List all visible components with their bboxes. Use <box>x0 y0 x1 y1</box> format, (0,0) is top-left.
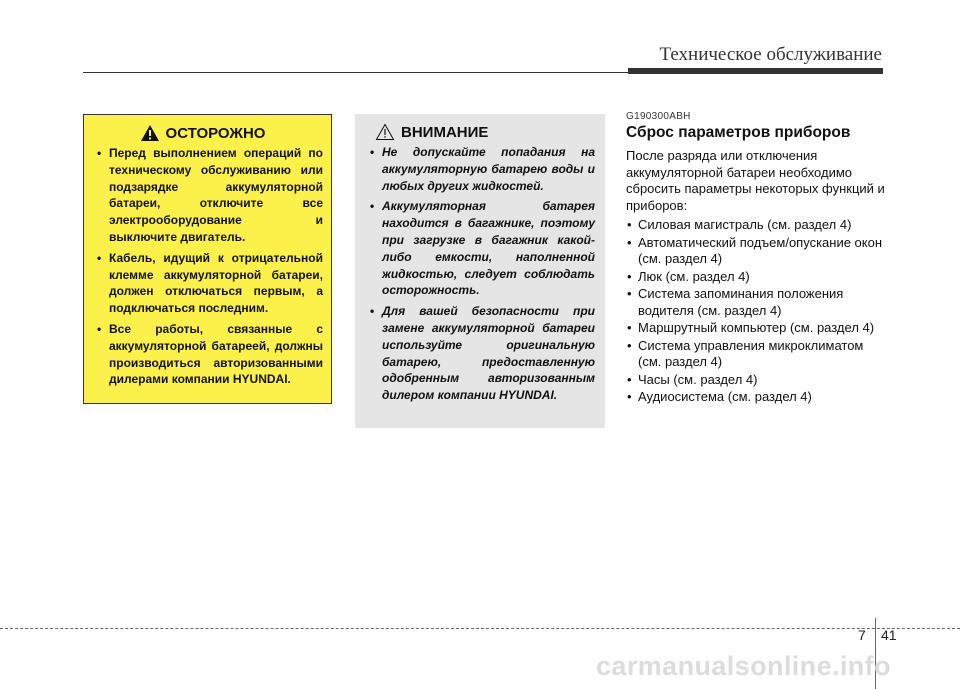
attention-list <box>367 144 595 404</box>
attention-box <box>355 114 605 428</box>
caution-list <box>94 145 323 388</box>
reset-list-item: • Люк (см. раздел 4) <box>626 269 886 286</box>
page-number: 41 <box>881 627 897 643</box>
reset-list-item: • Автоматический подъем/опускание окон (см. раздел 4) <box>626 235 886 268</box>
watermark: carmanualsonline.info <box>596 651 891 681</box>
reset-list-item: • Часы (см. раздел 4) <box>626 372 886 389</box>
attention-triangle-icon <box>375 123 395 141</box>
caution-item: • Перед выполнением операций по техническому обслуживанию или подзарядке аккумуляторной батареи, отключите все электрооборудование и выключите двигатель. <box>94 145 323 246</box>
reset-list <box>626 217 886 406</box>
warning-triangle-icon <box>140 124 160 142</box>
section-code: G190300ABH <box>626 111 691 122</box>
footer-rule <box>0 628 960 629</box>
caution-item: • Все работы, связанные с аккумуляторной батареей, должны производиться авторизованными дилерами компании HYUNDAI. <box>94 321 323 388</box>
attention-item: • Не допускайте попадания на аккумуляторную батарею воды и любых других жидкостей. <box>367 144 595 194</box>
reset-list-item: • Маршрутный компьютер (см. раздел 4) <box>626 320 886 337</box>
reset-list-item: • Силовая магистраль (см. раздел 4) <box>626 217 886 234</box>
header-rule-accent <box>628 68 883 74</box>
attention-item: • Для вашей безопасности при замене аккумуляторной батареи используйте оригинальную батарею, предоставленную одобренным авторизованным дилером компании HYUNDAI. <box>367 303 595 404</box>
page-header-title: Техническое обслуживание <box>659 44 882 65</box>
caution-item: • Кабель, идущий к отрицательной клемме аккумуляторной батареи, должен отключаться первым, а подключаться последним. <box>94 250 323 317</box>
caution-box <box>83 114 332 404</box>
reset-section <box>626 111 886 407</box>
attention-heading <box>367 123 595 141</box>
section-title: Сброс параметров приборов <box>626 124 851 141</box>
attention-title: ВНИМАНИЕ <box>401 123 489 141</box>
section-intro: После разряда или отключения аккумуляторной батареи необходимо сбросить параметры некоторых функций и приборов: <box>626 148 885 213</box>
caution-heading <box>94 124 311 142</box>
attention-item: • Аккумуляторная батарея находится в багажнике, поэтому при загрузке в багажник какой-либо емкости, наполненной жидкостью, следует соблюдать осторожность. <box>367 198 595 299</box>
chapter-number: 7 <box>858 627 866 643</box>
reset-list-item: • Система управления микроклиматом (см. раздел 4) <box>626 338 886 371</box>
reset-list-item: • Аудиосистема (см. раздел 4) <box>626 389 886 406</box>
reset-list-item: • Система запоминания положения водителя (см. раздел 4) <box>626 286 886 319</box>
caution-title: ОСТОРОЖНО <box>165 124 266 142</box>
